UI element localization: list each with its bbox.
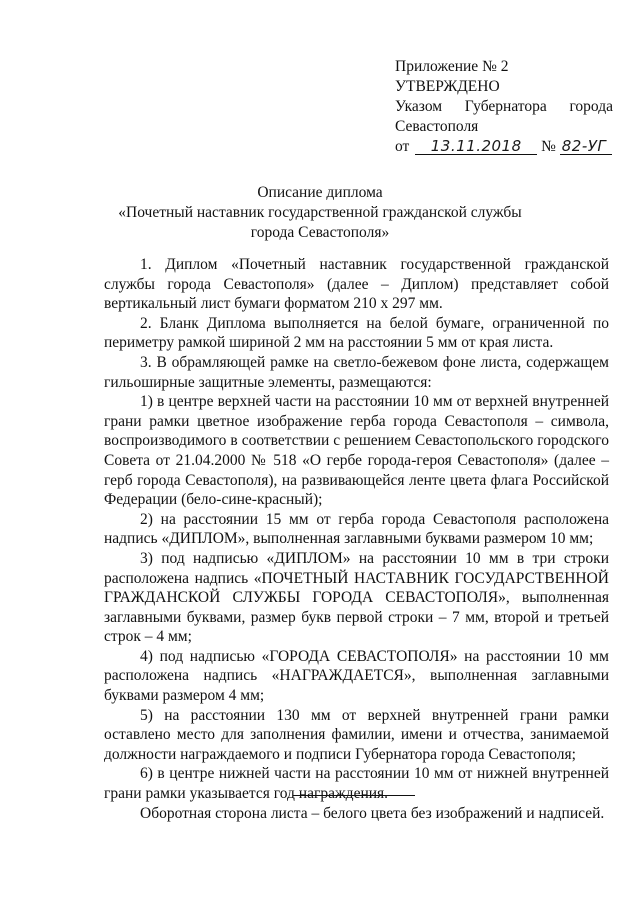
appendix-label: Приложение № 2: [395, 58, 509, 75]
paragraph: 6) в центре нижней части на расстоянии 10 мм от нижней внутренней грани рамки указывается год награждения.: [104, 765, 609, 803]
document-title: [60, 183, 580, 243]
document-body: [104, 255, 609, 823]
closing-divider: [293, 795, 415, 796]
number-prefix: №: [541, 138, 556, 155]
paragraph: 5) на расстоянии 130 мм от верхней внутренней грани рамки оставлено место для заполнения фамилии, имени и отчества, занимаемой должности награждаемого и подписи Губернатора города Севастополя;: [104, 706, 609, 763]
title-line-1: Описание диплома: [257, 184, 383, 201]
date-prefix: от: [395, 138, 410, 155]
decree-city: Севастополя: [395, 118, 479, 135]
title-line-3: города Севастополя»: [250, 224, 390, 241]
decree-date-line: [395, 137, 613, 157]
paragraph: 3) под надписью «ДИПЛОМ» на расстоянии 10 мм в три строки расположена надпись «ПОЧЕТНЫЙ НАСТАВНИК ГОСУДАРСТВЕННОЙ ГРАЖДАНСКОЙ СЛУЖБЫ ГОРОДА СЕВАСТОПОЛЯ», выполненная заглавными буквами, размер букв первой строки – 7 мм, второй и третьей строк – 4 мм;: [104, 549, 609, 646]
decree-number-handwritten: 82-УГ: [560, 138, 612, 155]
title-line-2: «Почетный наставник государственной гражданской службы: [118, 204, 522, 221]
approval-block: [395, 57, 613, 157]
paragraph: 4) под надписью «ГОРОДА СЕВАСТОПОЛЯ» на расстоянии 10 мм расположена надпись «НАГРАЖДАЕТСЯ», выполненная заглавными буквами размером 4 мм;: [104, 647, 609, 705]
paragraph: 3. В обрамляющей рамке на светло-бежевом фоне листа, содержащем гильоширные защитные элементы, размещаются:: [104, 353, 609, 391]
paragraph: 2. Бланк Диплома выполняется на белой бумаге, ограниченной по периметру рамкой шириной 2 мм на расстоянии 5 мм от края листа.: [104, 314, 609, 352]
paragraph: 2) на расстоянии 15 мм от герба города Севастополя расположена надпись «ДИПЛОМ», выполненная заглавными буквами размером 10 мм;: [104, 510, 609, 548]
approved-label: УТВЕРЖДЕНО: [395, 78, 500, 95]
decree-date-handwritten: 13.11.2018: [415, 138, 537, 155]
decree-label: Указом Губернатора города: [395, 98, 613, 115]
paragraph: 1) в центре верхней части на расстоянии 10 мм от верхней внутренней грани рамки цветное изображение герба города Севастополя – символа, воспроизводимого в соответствии с решением Севастопольского городского Совета от 21.04.2000 № 518 «О гербе города-героя Севастополя» (далее – герб города Севастополя), на развивающейся ленте цвета флага Российской Федерации (бело-сине-красный);: [104, 393, 609, 509]
paragraph: 1. Диплом «Почетный наставник государственной гражданской службы города Севастополя» (далее – Диплом) представляет собой вертикальный лист бумаги форматом 210 х 297 мм.: [104, 256, 609, 313]
paragraph: Оборотная сторона листа – белого цвета без изображений и надписей.: [140, 804, 605, 822]
